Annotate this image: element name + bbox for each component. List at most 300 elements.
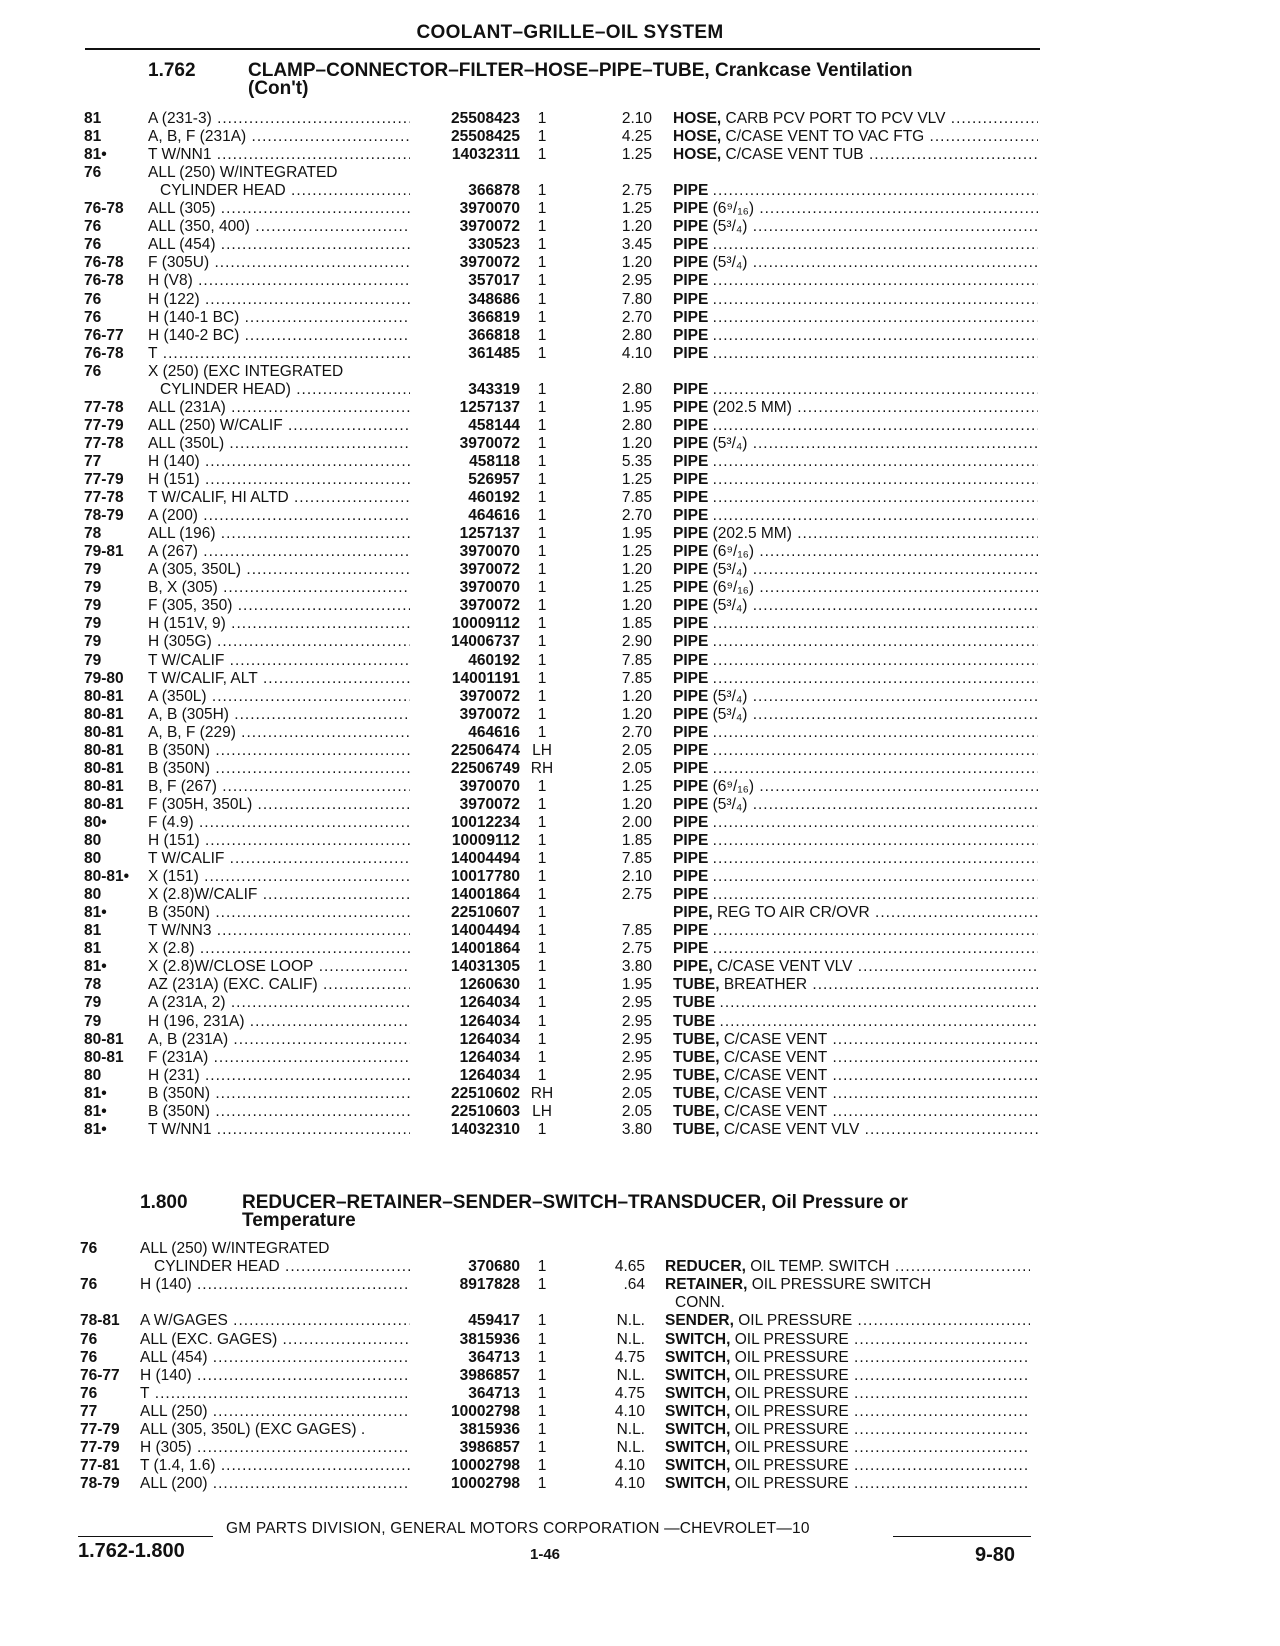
price-cell: 1.20 [621, 218, 652, 236]
year-cell: 80 [84, 1066, 102, 1084]
part-name-detail: C/CASE VENT [723, 1048, 828, 1066]
price-cell: N.L. [616, 1421, 645, 1438]
table-row [0, 363, 1280, 382]
table-row [0, 182, 1280, 201]
part-name-bold: PIPE [673, 813, 709, 831]
part-name-bold: PIPE [673, 759, 709, 777]
description-cell: A (350L) ..... [148, 688, 410, 707]
quantity-cell: 1 [537, 543, 547, 561]
table-row [0, 652, 1280, 671]
part-number-cell: 8917828 [459, 1276, 520, 1294]
quantity-cell: 1 [537, 904, 547, 922]
quantity-cell: 1 [537, 723, 547, 741]
footer-publisher: GM PARTS DIVISION, GENERAL MOTORS CORPORATION —CHEVROLET—10 [226, 1520, 810, 1537]
part-name-cell [673, 218, 1038, 237]
price-cell: .64 [623, 1276, 645, 1294]
part-number-cell: 3970072 [459, 795, 520, 813]
description-cell: T W/CALIF, ALT ..... [148, 670, 410, 689]
year-cell: 76 [84, 164, 102, 182]
part-name-cell [673, 579, 1038, 598]
quantity-cell: 1 [537, 452, 547, 470]
part-name-bold: TUBE, [673, 1048, 720, 1066]
price-cell: 2.80 [621, 326, 652, 344]
table-row [0, 417, 1280, 436]
price-cell: 5.35 [621, 452, 652, 470]
part-name-detail: C/CASE VENT TUB [725, 146, 864, 164]
table-row [0, 796, 1280, 815]
description-cell: CYLINDER HEAD) ..... [160, 381, 410, 400]
table-row [0, 345, 1280, 364]
part-name-bold: PIPE [673, 290, 709, 308]
part-name-bold: TUBE, [673, 1120, 720, 1138]
description-cell: ALL (305) ..... [148, 200, 410, 219]
part-name-detail: (5³/₄) [712, 705, 748, 723]
part-name-cell [665, 1331, 1030, 1350]
part-name-detail: C/CASE VENT VLV [723, 1120, 860, 1138]
table-row [0, 886, 1280, 905]
table-row [0, 597, 1280, 616]
part-name-bold: PIPE [673, 579, 709, 597]
year-cell: 80 [84, 850, 102, 868]
part-number-cell: 364713 [468, 1384, 520, 1402]
table-row [0, 1349, 1280, 1368]
part-name-detail: (5³/₄) [712, 687, 748, 705]
year-cell: 81• [84, 146, 107, 164]
quantity-cell: 1 [537, 1439, 547, 1457]
year-cell: 76-78 [84, 272, 124, 290]
part-name-detail: BREATHER [723, 976, 808, 994]
part-name-cell [673, 1121, 1038, 1140]
description-cell: H (151V, 9) ..... [148, 615, 410, 634]
part-name-cell [665, 1367, 1030, 1386]
part-number-cell: 10002798 [451, 1475, 520, 1493]
year-cell: 77-79 [84, 471, 124, 488]
part-name-detail: OIL PRESSURE [734, 1457, 849, 1475]
quantity-cell: 1 [537, 290, 547, 308]
table-row [0, 724, 1280, 743]
quantity-cell: 1 [537, 200, 547, 218]
part-name-detail: OIL PRESSURE [734, 1366, 849, 1384]
table-row [0, 1276, 1280, 1295]
table-row [0, 561, 1280, 580]
year-cell: 80• [84, 813, 107, 831]
year-cell: 79 [84, 615, 102, 633]
table-row [0, 164, 1280, 183]
year-cell: 76 [80, 1330, 98, 1348]
part-number-cell: 3970070 [459, 543, 520, 561]
part-name-cell [665, 1276, 1030, 1295]
part-name-bold: PIPE [673, 507, 709, 525]
price-cell: 7.80 [621, 290, 652, 308]
part-name-detail: C/CASE VENT TO VAC FTG [725, 128, 925, 146]
price-cell: 1.25 [621, 200, 652, 218]
price-cell: 4.75 [614, 1384, 645, 1402]
price-cell: 7.85 [621, 922, 652, 940]
table-row [0, 1367, 1280, 1386]
quantity-cell: RH [530, 759, 554, 777]
year-cell: 76 [84, 362, 102, 380]
table-row [0, 489, 1280, 508]
part-name-detail: (5³/₄) [712, 795, 748, 813]
part-name-cell [673, 254, 1038, 273]
part-name-bold: SWITCH, [665, 1421, 731, 1438]
part-number-cell: 343319 [468, 380, 520, 398]
section-1-number: 1.762 [148, 60, 196, 81]
part-name-cell [673, 724, 1038, 743]
part-name-bold: PIPE [673, 254, 709, 272]
description-cell: F (231A) ..... [148, 1049, 410, 1068]
quantity-cell: 1 [537, 705, 547, 723]
part-name-cell [673, 958, 1038, 977]
price-cell: 2.95 [621, 272, 652, 290]
part-name-detail: (5³/₄) [712, 254, 748, 272]
year-cell: 76-78 [84, 200, 124, 218]
year-cell: 78-81 [80, 1312, 120, 1330]
part-name-cell [665, 1475, 1030, 1494]
footer-page-number: 1-46 [530, 1546, 561, 1563]
quantity-cell: 1 [537, 434, 547, 452]
quantity-cell: 1 [537, 1366, 547, 1384]
table-row [0, 525, 1280, 544]
part-number-cell: 22506749 [451, 759, 520, 777]
quantity-cell: LH [532, 1102, 552, 1120]
year-cell: 80-81 [84, 687, 124, 705]
part-name-bold: PIPE [673, 561, 709, 579]
price-cell: 1.85 [621, 615, 652, 633]
year-cell: 76-78 [84, 344, 124, 362]
section-2-subtitle: Temperature [242, 1210, 356, 1231]
part-name-bold: PIPE [673, 633, 709, 651]
description-cell: ALL (196) ..... [148, 525, 410, 544]
quantity-cell: 1 [537, 272, 547, 290]
part-name-detail: C/CASE VENT [723, 1084, 828, 1102]
description-cell: T W/CALIF ..... [148, 850, 410, 869]
part-name-detail: OIL PRESSURE [734, 1439, 849, 1457]
year-cell: 76 [80, 1348, 98, 1366]
description-cell: T (1.4, 1.6) ..... [140, 1457, 410, 1476]
part-name-cell [673, 706, 1038, 725]
part-number-cell: 464616 [468, 723, 520, 741]
description-cell: B (350N) ..... [148, 742, 410, 761]
part-number-cell: 22510607 [451, 904, 520, 922]
description-cell: F (4.9) ..... [148, 814, 410, 833]
price-cell: 4.10 [614, 1457, 645, 1475]
year-cell: 78 [84, 525, 102, 543]
quantity-cell: 1 [537, 777, 547, 795]
part-name-bold: PIPE [673, 308, 709, 326]
quantity-cell: 1 [537, 1276, 547, 1294]
quantity-cell: LH [532, 741, 552, 759]
quantity-cell: 1 [537, 1066, 547, 1084]
part-name-cell [673, 381, 1038, 400]
part-number-cell: 3815936 [459, 1330, 520, 1348]
year-cell: 77-78 [84, 398, 124, 416]
section-2-title [242, 1194, 1042, 1230]
description-cell: H (140-2 BC) ..... [148, 327, 410, 346]
table-row [0, 435, 1280, 454]
description-cell: B (350N) ..... [148, 1085, 410, 1104]
year-cell: 79 [84, 994, 102, 1012]
price-cell: 2.00 [621, 813, 652, 831]
quantity-cell: 1 [537, 326, 547, 344]
part-number-cell: 3970072 [459, 687, 520, 705]
table-row [0, 1385, 1280, 1404]
year-cell: 80-81 [84, 723, 124, 741]
part-number-cell: 458144 [468, 416, 520, 434]
year-cell: 77-81 [80, 1457, 120, 1475]
part-number-cell: 3970072 [459, 561, 520, 579]
part-name-cell [665, 1312, 1030, 1331]
part-name-bold: PIPE [673, 416, 709, 434]
quantity-cell: 1 [537, 110, 547, 127]
part-number-cell: 3986857 [459, 1439, 520, 1457]
part-number-cell: 3970072 [459, 434, 520, 452]
year-cell: 81• [84, 904, 107, 922]
table-row [0, 507, 1280, 526]
year-cell: 79 [84, 651, 102, 669]
description-cell: ALL (454) ..... [148, 236, 410, 255]
part-name-cell [673, 814, 1038, 833]
table-row [0, 1013, 1280, 1032]
price-cell: N.L. [616, 1312, 645, 1330]
part-name-cell [673, 1085, 1038, 1104]
part-number-cell: 348686 [468, 290, 520, 308]
part-name-cell [665, 1385, 1030, 1404]
table-row [0, 1031, 1280, 1050]
description-cell: AZ (231A) (EXC. CALIF) ..... [148, 976, 410, 995]
year-cell: 81 [84, 128, 102, 146]
part-number-cell: 10002798 [451, 1402, 520, 1420]
description-cell: H (V8) ..... [148, 272, 410, 291]
table-row [0, 868, 1280, 887]
description-cell: F (305H, 350L) ..... [148, 796, 410, 815]
description-cell: T ..... [140, 1385, 410, 1404]
table-row [0, 399, 1280, 418]
quantity-cell: 1 [537, 507, 547, 525]
quantity-cell: 1 [537, 1120, 547, 1138]
part-number-cell: 364713 [468, 1348, 520, 1366]
table-row [0, 1439, 1280, 1458]
part-name-bold: SWITCH, [665, 1366, 731, 1384]
part-name-bold: PIPE [673, 471, 709, 488]
part-number-cell: 370680 [468, 1258, 520, 1276]
year-cell: 79-80 [84, 669, 124, 687]
year-cell: 77-78 [84, 434, 124, 452]
year-cell: 80-81 [84, 1030, 124, 1048]
part-name-bold: PIPE [673, 398, 709, 416]
part-name-bold: HOSE, [673, 128, 722, 146]
part-number-cell: 460192 [468, 651, 520, 669]
part-name-detail: (202.5 MM) [712, 525, 792, 543]
price-cell: 3.80 [621, 1120, 652, 1138]
description-cell: A W/GAGES ..... [140, 1312, 410, 1331]
part-name-cell [673, 868, 1038, 887]
part-number-cell: 10012234 [451, 813, 520, 831]
part-name-bold: TUBE [673, 994, 716, 1012]
part-number-cell: 1260630 [459, 976, 520, 994]
price-cell: 2.70 [621, 723, 652, 741]
part-name-bold: PIPE [673, 200, 709, 218]
part-name-bold: PIPE [673, 795, 709, 813]
description-cell: T W/NN3 ..... [148, 922, 410, 941]
part-name-bold: PIPE [673, 687, 709, 705]
quantity-cell: 1 [537, 471, 547, 488]
quantity-cell: 1 [537, 1348, 547, 1366]
part-name-detail: (6⁹/₁₆) [712, 543, 755, 561]
table-row [0, 688, 1280, 707]
table-row [0, 922, 1280, 941]
part-number-cell: 14032310 [451, 1120, 520, 1138]
quantity-cell: 1 [537, 832, 547, 849]
year-cell: 78-79 [84, 507, 124, 525]
quantity-cell: 1 [537, 416, 547, 434]
table-row [0, 128, 1280, 147]
part-name-detail: OIL PRESSURE SWITCH [751, 1276, 932, 1294]
price-cell: 2.75 [621, 886, 652, 904]
part-name-cell [673, 399, 1038, 418]
part-name-cell [673, 489, 1038, 508]
table-row [0, 1403, 1280, 1422]
part-name-cell [673, 688, 1038, 707]
part-name-cell [673, 561, 1038, 580]
price-cell: 2.95 [621, 1066, 652, 1084]
quantity-cell: 1 [537, 813, 547, 831]
part-name-cell [673, 994, 1038, 1013]
table-row [0, 976, 1280, 995]
part-name-bold: TUBE, [673, 1030, 720, 1048]
quantity-cell: 1 [537, 994, 547, 1012]
part-name-bold: PIPE [673, 452, 709, 470]
quantity-cell: 1 [537, 561, 547, 579]
part-name-bold: SENDER, [665, 1312, 734, 1330]
part-name-bold: SWITCH, [665, 1348, 731, 1366]
year-cell: 80-81 [84, 741, 124, 759]
description-cell: ALL (305, 350L) (EXC GAGES) . [140, 1421, 366, 1438]
part-number-cell: 1257137 [459, 398, 520, 416]
description-cell: H (140) ..... [140, 1276, 410, 1295]
part-name-bold: PIPE [673, 489, 709, 507]
year-cell: 81• [84, 958, 107, 976]
price-cell: 2.05 [621, 1102, 652, 1120]
part-name-bold: RETAINER, [665, 1276, 748, 1294]
part-number-cell: 366819 [468, 308, 520, 326]
table-row [0, 1331, 1280, 1350]
part-number-cell: 14032311 [451, 146, 520, 164]
description-cell: H (231) ..... [148, 1067, 410, 1086]
year-cell: 81 [84, 110, 102, 127]
part-name-bold: PIPE [673, 777, 709, 795]
description-cell: A (305, 350L) ..... [148, 561, 410, 580]
part-number-cell: 22506474 [451, 741, 520, 759]
part-name-cell [673, 742, 1038, 761]
table-row [0, 832, 1280, 851]
year-cell: 80 [84, 832, 102, 849]
description-cell: H (151) ..... [148, 832, 410, 851]
year-cell: 81• [84, 1120, 107, 1138]
table-row [0, 814, 1280, 833]
quantity-cell: 1 [537, 615, 547, 633]
description-cell: H (140-1 BC) ..... [148, 309, 410, 328]
year-cell: 77-79 [80, 1439, 120, 1457]
part-name-bold: PIPE [673, 669, 709, 687]
price-cell: 1.95 [621, 525, 652, 543]
part-name-cell [673, 1049, 1038, 1068]
price-cell: 1.20 [621, 254, 652, 272]
quantity-cell: 1 [537, 868, 547, 886]
description-cell: A (231-3) ..... [148, 110, 410, 129]
part-name-cell [673, 1031, 1038, 1050]
quantity-cell: 1 [537, 886, 547, 904]
description-cell: ALL (200) ..... [140, 1475, 410, 1494]
quantity-cell: 1 [537, 1475, 547, 1493]
part-number-cell: 1264034 [459, 994, 520, 1012]
part-name-cell [665, 1349, 1030, 1368]
part-name-detail: REG TO AIR CR/OVR [716, 904, 870, 922]
table-row [0, 146, 1280, 165]
part-number-cell: 14001191 [451, 669, 520, 687]
quantity-cell: 1 [537, 1258, 547, 1276]
year-cell: 80 [84, 886, 102, 904]
quantity-cell: 1 [537, 128, 547, 146]
year-cell: 80-81 [84, 759, 124, 777]
part-name-bold: HOSE, [673, 146, 722, 164]
part-name-bold: PIPE [673, 543, 709, 561]
quantity-cell: 1 [537, 236, 547, 254]
table-row [0, 543, 1280, 562]
part-name-bold: PIPE [673, 380, 709, 398]
price-cell: 1.20 [621, 597, 652, 615]
part-number-cell: 361485 [468, 344, 520, 362]
quantity-cell: 1 [537, 182, 547, 200]
part-number-cell: 14004494 [451, 850, 520, 868]
description-cell: ALL (231A) ..... [148, 399, 410, 418]
price-cell: 1.25 [621, 579, 652, 597]
year-cell: 79-81 [84, 543, 124, 561]
part-name-bold: PIPE [673, 182, 709, 200]
part-name-detail: OIL PRESSURE [734, 1330, 849, 1348]
part-name-bold: PIPE [673, 741, 709, 759]
part-name-cell [673, 236, 1038, 255]
quantity-cell: 1 [537, 218, 547, 236]
part-name-cell [673, 345, 1038, 364]
part-name-cell [673, 832, 1038, 851]
price-cell: 2.75 [621, 940, 652, 958]
description-cell: T W/CALIF ..... [148, 652, 410, 671]
part-name-bold: TUBE, [673, 1066, 720, 1084]
table-row [0, 778, 1280, 797]
part-number-cell: 460192 [468, 489, 520, 507]
year-cell: 79 [84, 561, 102, 579]
part-number-cell: 3815936 [459, 1421, 520, 1438]
price-cell: 2.70 [621, 507, 652, 525]
table-row [0, 1457, 1280, 1476]
part-name-cell [673, 453, 1038, 472]
description-cell: T W/CALIF, HI ALTD ..... [148, 489, 410, 508]
part-name-bold: PIPE [673, 272, 709, 290]
part-name-cell [673, 272, 1038, 291]
part-name-detail: (6⁹/₁₆) [712, 777, 755, 795]
part-number-cell: 366878 [468, 182, 520, 200]
part-name-cell [673, 922, 1038, 941]
part-name-cell [673, 886, 1038, 905]
part-name-bold: PIPE [673, 850, 709, 868]
description-cell: ALL (350, 400) ..... [148, 218, 410, 237]
quantity-cell: 1 [537, 1030, 547, 1048]
table-row [0, 110, 1280, 129]
year-cell: 77 [84, 452, 102, 470]
description-cell: A, B, F (231A) ..... [148, 128, 410, 147]
year-cell: 77-78 [84, 489, 124, 507]
